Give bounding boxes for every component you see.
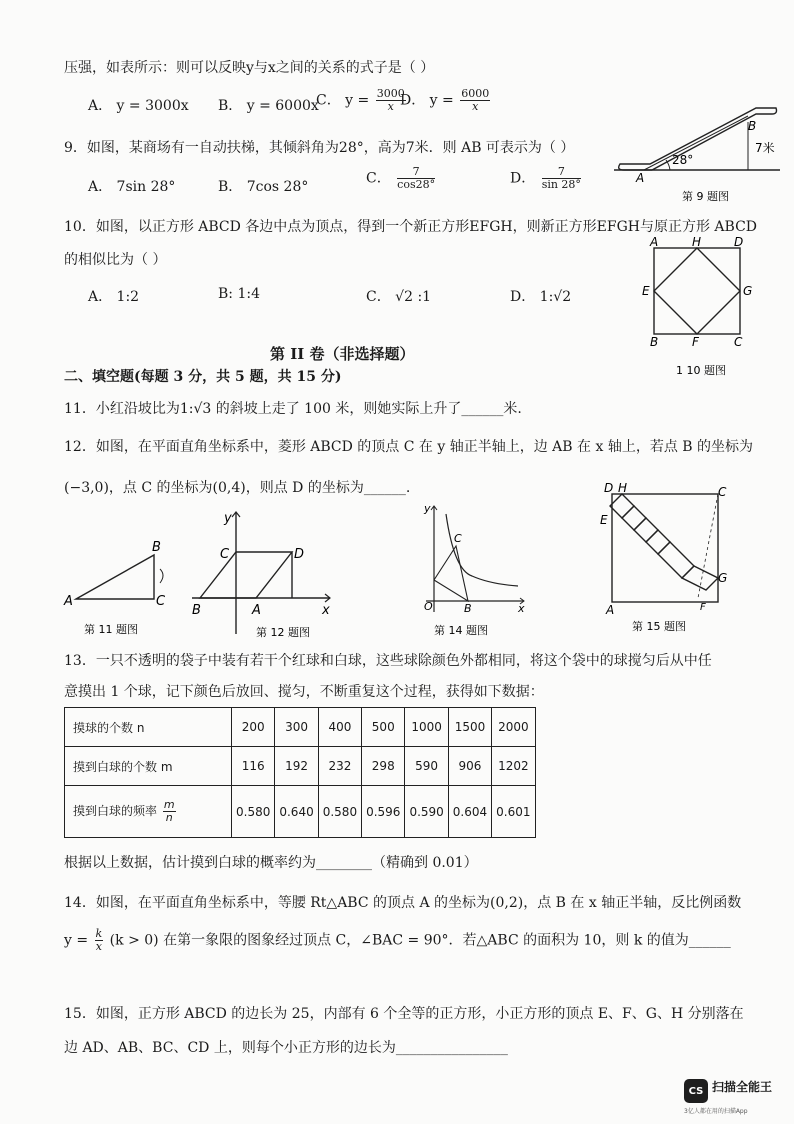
fig12-axis-x: x (322, 603, 330, 618)
q9-option-b: B． 7cos 28° (218, 179, 309, 195)
fig9-angle-label: 28° (672, 153, 694, 167)
fig10-label-d: D (734, 235, 744, 249)
q10-line2: 的相似比为（ ） (64, 252, 167, 268)
fig11-caption: 第 11 题图 (84, 623, 138, 636)
figure-11-slope (60, 535, 190, 641)
fig12-label-d: D (294, 547, 305, 562)
fig14-axis-y: y (424, 502, 431, 515)
table-cell: 1000 (405, 708, 448, 747)
table-row-header-m: 摸到白球的个数 m (65, 747, 232, 786)
q10-option-a: A． 1:2 (88, 289, 140, 305)
table-row-header-freq: 摸到白球的频率 $\frac{m}{n}$ (65, 786, 232, 838)
fig12-label-b: B (192, 603, 201, 618)
fig12-label-c: C (220, 547, 230, 562)
table-cell: 0.580 (232, 786, 275, 838)
table-cell: 116 (232, 747, 275, 786)
q9-option-c: C． $\frac{7}{\cos 28^\circ}$ (366, 165, 436, 191)
table-row (65, 786, 536, 838)
table-cell: 590 (405, 747, 448, 786)
q10-option-b: B: 1:4 (218, 286, 260, 302)
fig10-label-f: F (692, 335, 699, 349)
section-title: 第 II 卷（非选择题） (270, 345, 415, 363)
q15-line1: 15．如图，正方形 ABCD 的边长为 25，内部有 6 个全等的正方形，小正方形的顶点 E、F、G、H 分别落在 (64, 1006, 744, 1022)
q14-line2: y = $\frac{k}{x}$ (k > 0) 在第一象限的图象经过顶点 C，∠BAC = 90°．若△ABC 的面积为 10，则 k 的值为______ (64, 927, 731, 953)
section-subtitle: 二、填空题(每题 3 分，共 5 题，共 15 分) (64, 369, 342, 385)
camscanner-logo: CS (684, 1079, 708, 1103)
fig10-label-h: H (692, 235, 702, 249)
figure-15-squares (596, 480, 736, 638)
q13-line1: 13．一只不透明的袋子中装有若干个红球和白球，这些球除颜色外都相同，将这个袋中的球搅匀后从中任 (64, 653, 712, 669)
fig12-axis-y: y (224, 511, 232, 526)
table-cell: 298 (362, 747, 405, 786)
q13-line2: 意摸出 1 个球，记下颜色后放回、搅匀，不断重复这个过程，获得如下数据： (64, 684, 544, 700)
fig9-height-label: 7米 (755, 141, 775, 155)
table-cell: 300 (275, 708, 318, 747)
fig14-axis-x: x (518, 602, 525, 615)
figure-14-hyperbola (420, 500, 530, 640)
fig9-label-b: B (748, 119, 757, 133)
table-cell: 232 (318, 747, 361, 786)
q11-text: 11．小红沿坡比为1:√3 的斜坡上走了 100 米，则她实际上升了______米. (64, 401, 522, 417)
figure-12-rhombus (186, 506, 336, 642)
table-cell: 400 (318, 708, 361, 747)
fig15-label-c: C (718, 485, 727, 499)
q8-stem: 压强，如表所示：则可以反映y与x之间的关系的式子是（ ） (64, 60, 435, 76)
table-cell: 0.640 (275, 786, 318, 838)
q10-option-d: D． 1:√2 (510, 289, 572, 305)
fig9-caption: 第 9 题图 (682, 190, 729, 202)
fig10-label-a: A (650, 235, 659, 249)
q14-line1: 14．如图，在平面直角坐标系中，等腰 Rt△ABC 的顶点 A 的坐标为(0,2)，点 B 在 x 轴正半轴，反比例函数 (64, 895, 742, 911)
fig10-label-g: G (743, 284, 753, 298)
fig12-caption: 第 12 题图 (256, 626, 310, 639)
fig9-label-a: A (636, 171, 645, 185)
table-cell: 0.601 (492, 786, 535, 838)
table-row (65, 747, 536, 786)
fig14-label-b: B (464, 602, 472, 615)
q10-line1: 10．如图，以正方形 ABCD 各边中点为顶点，得到一个新正方形EFGH，则新正方形EFGH与原正方形 ABCD (64, 219, 758, 235)
fig15-label-f: F (700, 602, 706, 613)
q12-line2: (−3,0)，点 C 的坐标为(0,4)，则点 D 的坐标为______. (64, 480, 411, 496)
fig10-label-b: B (650, 335, 659, 349)
table-cell: 500 (362, 708, 405, 747)
fig15-label-d: D (604, 481, 614, 495)
q9-option-d: D． $\frac{7}{\sin 28^\circ}$ (510, 165, 581, 191)
table-cell: 0.596 (362, 786, 405, 838)
fig15-caption: 第 15 题图 (632, 620, 686, 633)
q13-after: 根据以上数据，估计摸到白球的概率约为________（精确到 0.01） (64, 855, 478, 871)
fig10-label-c: C (734, 335, 743, 349)
fig11-label-b: B (152, 540, 161, 555)
q8-option-d: D． y = $\frac{6000}{x}$ (400, 87, 490, 113)
q15-line2: 边 AD、AB、BC、CD 上，则每个小正方形的边长为________________ (64, 1040, 508, 1056)
watermark-name: 扫描全能王 (712, 1080, 773, 1094)
table-cell: 1202 (492, 747, 535, 786)
fig15-label-h: H (618, 481, 628, 495)
q13-data-table (64, 707, 536, 838)
q9-stem: 9．如图，某商场有一自动扶梯，其倾斜角为28°，高为7米．则 AB 可表示为（ ） (64, 140, 575, 156)
fig15-label-a: A (606, 603, 615, 617)
table-cell: 0.580 (318, 786, 361, 838)
table-cell: 192 (275, 747, 318, 786)
figure-10-squares (640, 234, 760, 380)
fig11-label-a: A (64, 594, 73, 609)
q8-option-a: A． y = 3000x (88, 98, 189, 114)
fig10-caption: 1 10 题图 (676, 364, 726, 377)
fig15-label-g: G (718, 571, 728, 585)
fig14-label-c: C (454, 532, 462, 545)
fig14-caption: 第 14 题图 (434, 624, 488, 637)
table-cell: 0.604 (448, 786, 491, 838)
fig14-label-o: O (424, 600, 433, 613)
table-cell: 906 (448, 747, 491, 786)
watermark-tagline: 3亿人都在用的扫描App (684, 1108, 748, 1115)
figure-9-escalator (612, 104, 784, 202)
q12-line1: 12．如图，在平面直角坐标系中，菱形 ABCD 的顶点 C 在 y 轴正半轴上，边 AB 在 x 轴上，若点 B 的坐标为 (64, 439, 754, 455)
fig11-label-c: C (156, 594, 166, 609)
table-cell: 2000 (492, 708, 535, 747)
fig12-label-a: A (252, 603, 261, 618)
table-cell: 200 (232, 708, 275, 747)
fig15-label-e: E (600, 513, 608, 527)
table-row (65, 708, 536, 747)
table-cell: 1500 (448, 708, 491, 747)
q9-option-a: A． 7sin 28° (88, 179, 176, 195)
fig10-label-e: E (642, 284, 650, 298)
q8-option-b: B． y = 6000x (218, 98, 319, 114)
table-cell: 0.590 (405, 786, 448, 838)
q8-option-c: C． y = $\frac{3000}{x}$ (316, 87, 405, 113)
q10-option-c: C． √2 :1 (366, 289, 432, 305)
table-row-header-n: 摸球的个数 n (65, 708, 232, 747)
